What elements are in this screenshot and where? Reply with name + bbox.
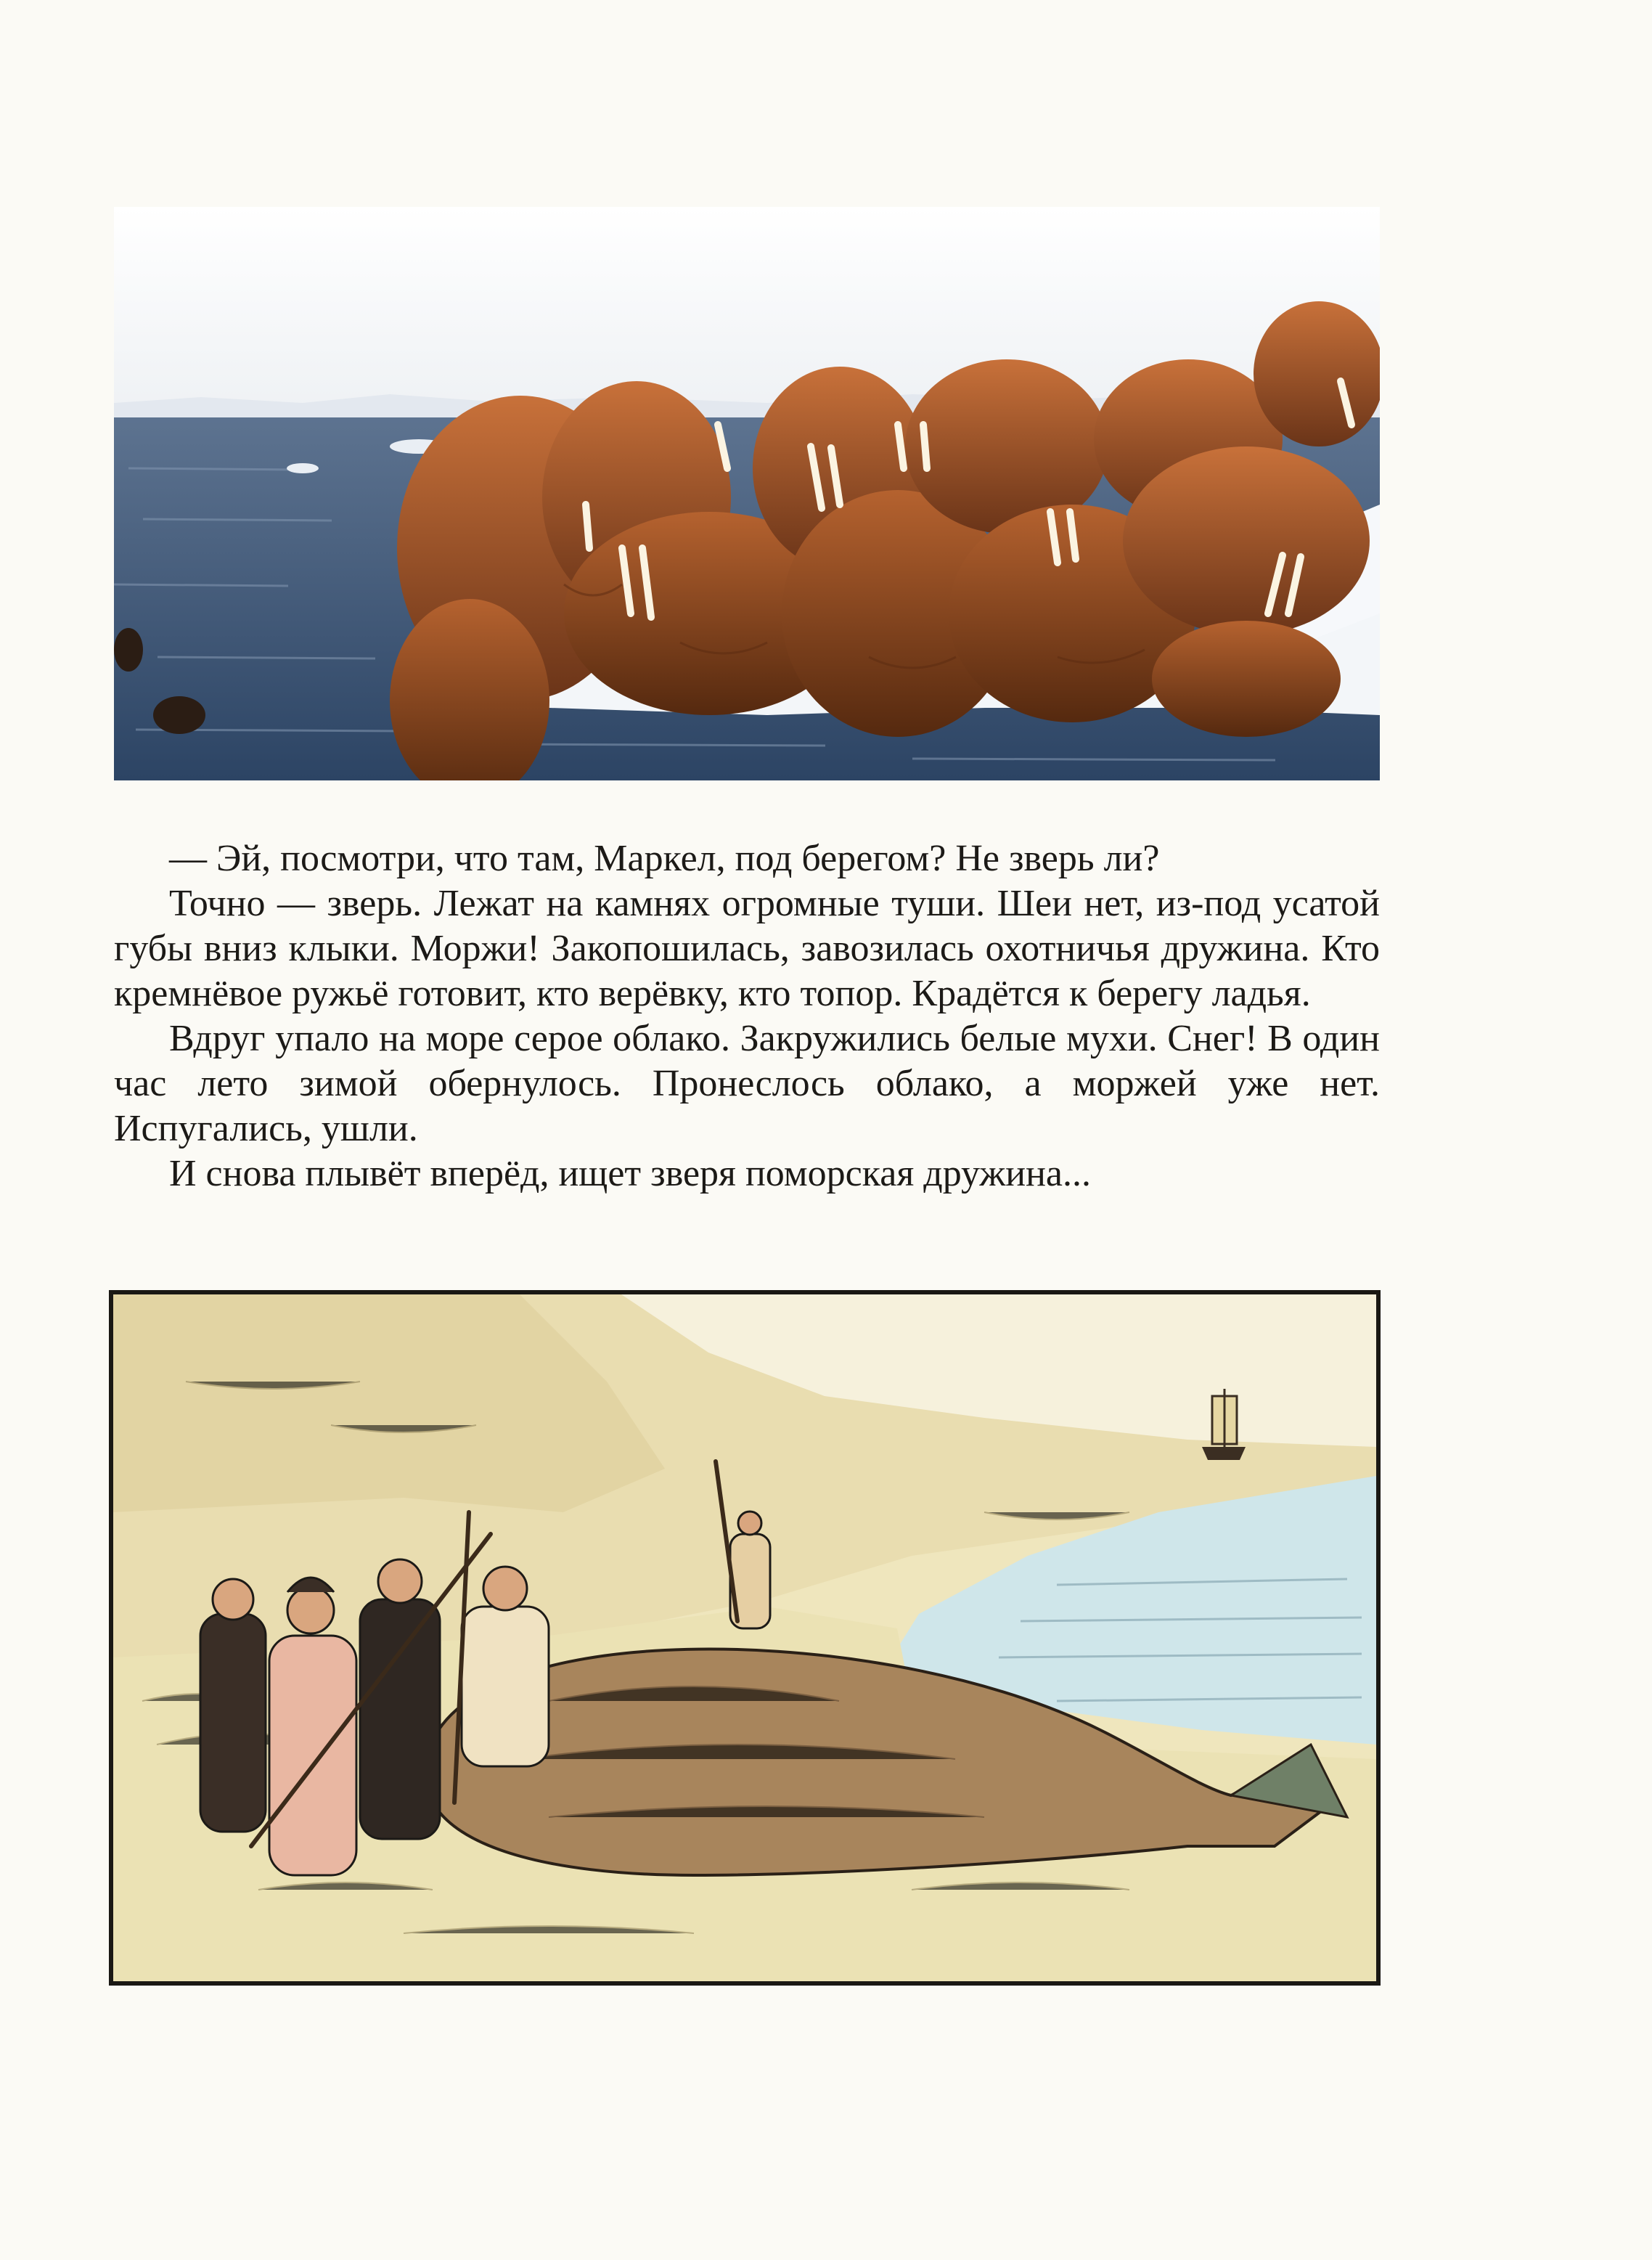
story-text	[114, 836, 1380, 1196]
hunters-illustration-image	[113, 1294, 1376, 1981]
walrus-photo	[114, 207, 1380, 780]
paragraph-1: — Эй, посмотри, что там, Маркел, под берегом? Не зверь ли?	[169, 838, 1160, 879]
paragraph-2: Точно — зверь. Лежат на камнях огромные туши. Шеи нет, из-под усатой губы вниз клыки. Моржи! Закопошилась, завозилась охотничья дружина. Кто кремнёвое ружьё готовит, кто верёвку, кто топор. Крадётся к берегу ладья.	[114, 883, 1380, 1014]
walrus-photo-image	[114, 207, 1380, 780]
paragraph-3: Вдруг упало на море серое облако. Закружились белые мухи. Снег! В один час лето зимой обернулось. Пронеслось облако, а моржей уже нет. Испугались, ушли.	[114, 1018, 1380, 1149]
hunters-illustration	[109, 1290, 1381, 1986]
paragraph-4: И снова плывёт вперёд, ищет зверя поморская дружина...	[169, 1153, 1091, 1194]
